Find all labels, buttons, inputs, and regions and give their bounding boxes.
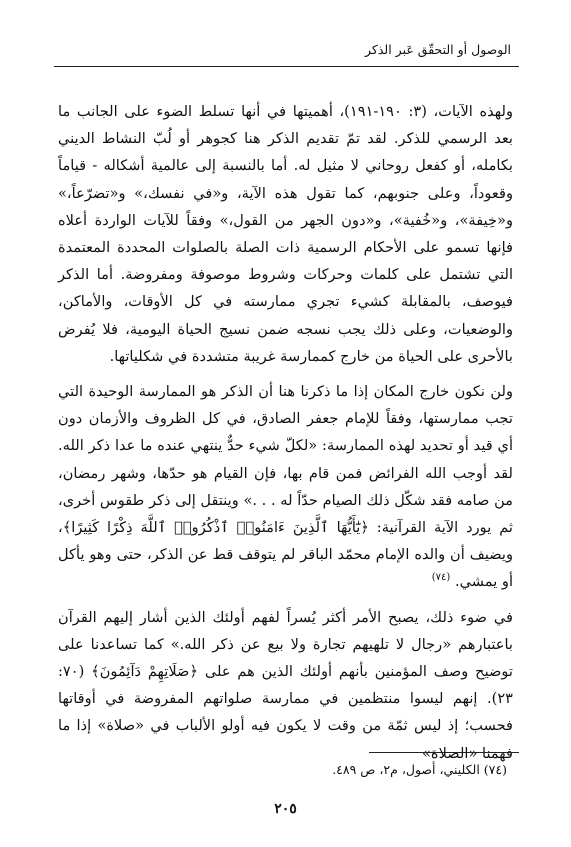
paragraph-2 [58, 378, 513, 596]
paragraph-1 [58, 98, 513, 370]
paragraph-1-text: ولهذه الآيات، (٣: ١٩٠-١٩١)، أهميتها في أنها تسلط الضوء على الجانب ما بعد الرسمي للذكر. لقد تمّ تقديم الذكر هنا كجوهر أو لُبّ النشاط الديني بكامله، أو كفعل روحاني لا مثيل له. أما بالنسبة إلى عالمية أشكاله - قياماً وقعوداً، وعلى جنوبهم، كما تقول هذه الآية، و«في نفسك،» و«تضرّعاً،» و«خِيفة»، و«خُفية»، و«دون الجهر من القول،» وفقاً للآيات الواردة أعلاه فإنها تسمو على الأحكام الرسمية ذات الصلة بالصلوات المحددة المعتمدة التي تشتمل على كلمات وحركات وشروط موصوفة ومفروضة. أما الذكر فيوصف، بالمقابلة كشيء تجري ممارسته في كل الأوقات، والأماكن، والوضعيات، وعلى ذلك يجب نسجه ضمن نسيج الحياة اليومية، فلا يُفرض بالأحرى على الحياة من خارج كممارسة غريبة متشددة في شكلياتها. [58, 103, 513, 365]
footnote: (٧٤) الكليني، أصول، م٢، ص ٤٨٩. [332, 762, 507, 777]
running-head: الوصول أو التحقّق عَبر الذكر [365, 42, 511, 57]
footnote-rule [369, 752, 519, 753]
body-text [58, 98, 513, 767]
page-number: ٢٠٥ [274, 801, 297, 817]
footnote-reference: (٧٤) [431, 572, 451, 584]
paragraph-2-text: ولن نكون خارج المكان إذا ما ذكرنا هنا أن الذكر هو الممارسة الوحيدة التي تجب ممارستها، وفقاً للإمام جعفر الصادق، في كل الظروف والأزمان دون أي قيد أو تحديد لهذه الممارسة: «لكلّ شيء حدٌّ ينتهي عنده ما عدا ذكر الله. لقد أوجب الله الفرائض فمن قام بها، فإن القيام هو حدّها، وشهر رمضان، من صامه فقد شكّل ذلك الصيام حدّاً له . . .» وينتقل إلى ذكر طقوس أخرى، ثم يورد الآية القرآنية: ﴿يَٰٓأَيُّهَا ٱلَّذِينَ ءَامَنُوا۟ ٱذْكُرُوا۟ ٱللَّهَ ذِكْرًا كَثِيرًا﴾، ويضيف أن والده الإمام محمّد الباقر لم يتوقف قط عن الذكر، حتى وهو يأكل أو يمشي. [58, 383, 513, 591]
paragraph-3 [58, 604, 513, 767]
header-rule [54, 66, 519, 67]
paragraph-3-text: في ضوء ذلك، يصبح الأمر أكثر يُسراً لفهم أولئك الذين أشار إليهم القرآن باعتبارهم «رجال لا تلهيهم تجارة ولا بيع عن ذكر الله.» كما تساعدنا على توضيح وصف المؤمنين بأنهم أولئك الذين هم على ﴿صَلَاتِهِمْ دَآئِمُونَ﴾ (٧٠: ٢٣). إنهم ليسوا منتظمين في ممارسة صلواتهم المفروضة في أوقاتها فحسب؛ إذ ليس ثمّة من وقت لا يكون فيه أولو الألباب في «صلاة» إذا ما فهمنا «الصلاة» [58, 608, 513, 762]
